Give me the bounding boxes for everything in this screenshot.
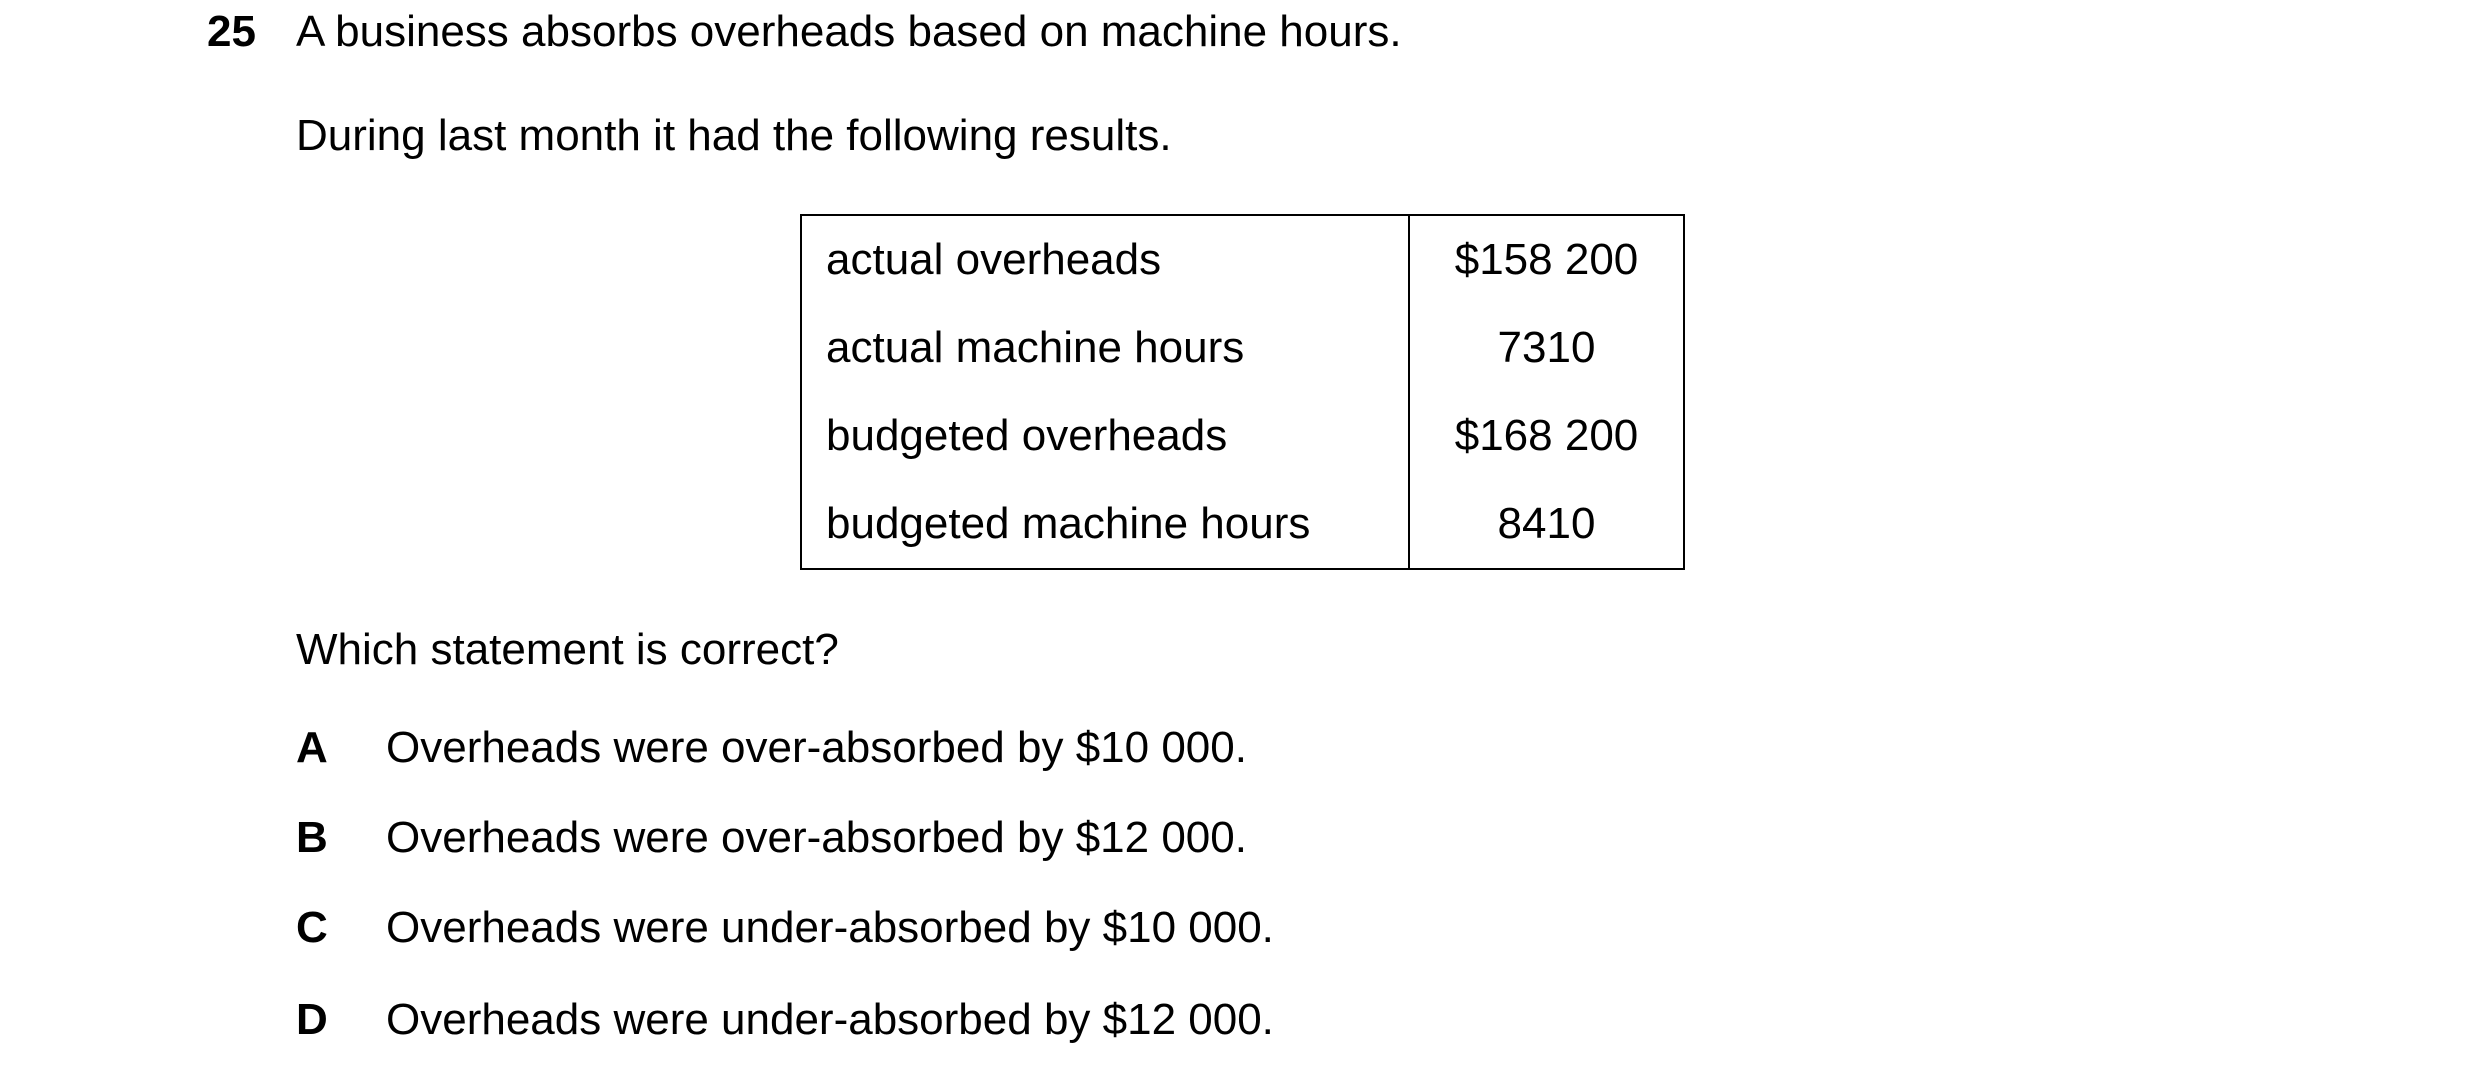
row-label: actual overheads: [801, 215, 1409, 304]
option-letter: B: [296, 813, 328, 862]
table-row: [801, 215, 1684, 304]
table-row: [801, 304, 1684, 392]
row-label: actual machine hours: [801, 304, 1409, 392]
row-value: $168 200: [1454, 411, 1639, 460]
question-number: 25: [207, 7, 256, 56]
question-prompt: Which statement is correct?: [296, 625, 839, 674]
option-letter: C: [296, 903, 328, 952]
option-text: Overheads were under-absorbed by $10 000.: [386, 903, 1274, 952]
table-row: [801, 480, 1684, 569]
table-row: [801, 392, 1684, 480]
question-stem-line-1: A business absorbs overheads based on machine hours.: [296, 7, 1402, 56]
results-table: [800, 214, 1685, 570]
option-letter: D: [296, 995, 328, 1044]
option-text: Overheads were over-absorbed by $12 000.: [386, 813, 1247, 862]
option-text: Overheads were under-absorbed by $12 000.: [386, 995, 1274, 1044]
option-text: Overheads were over-absorbed by $10 000.: [386, 723, 1247, 772]
row-value: 8410: [1497, 499, 1596, 548]
question-stem-line-2: During last month it had the following results.: [296, 111, 1172, 160]
row-label: budgeted machine hours: [801, 480, 1409, 569]
row-label: budgeted overheads: [801, 392, 1409, 480]
row-value: 7310: [1497, 323, 1596, 372]
row-value: $158 200: [1454, 235, 1639, 284]
option-letter: A: [296, 723, 328, 772]
